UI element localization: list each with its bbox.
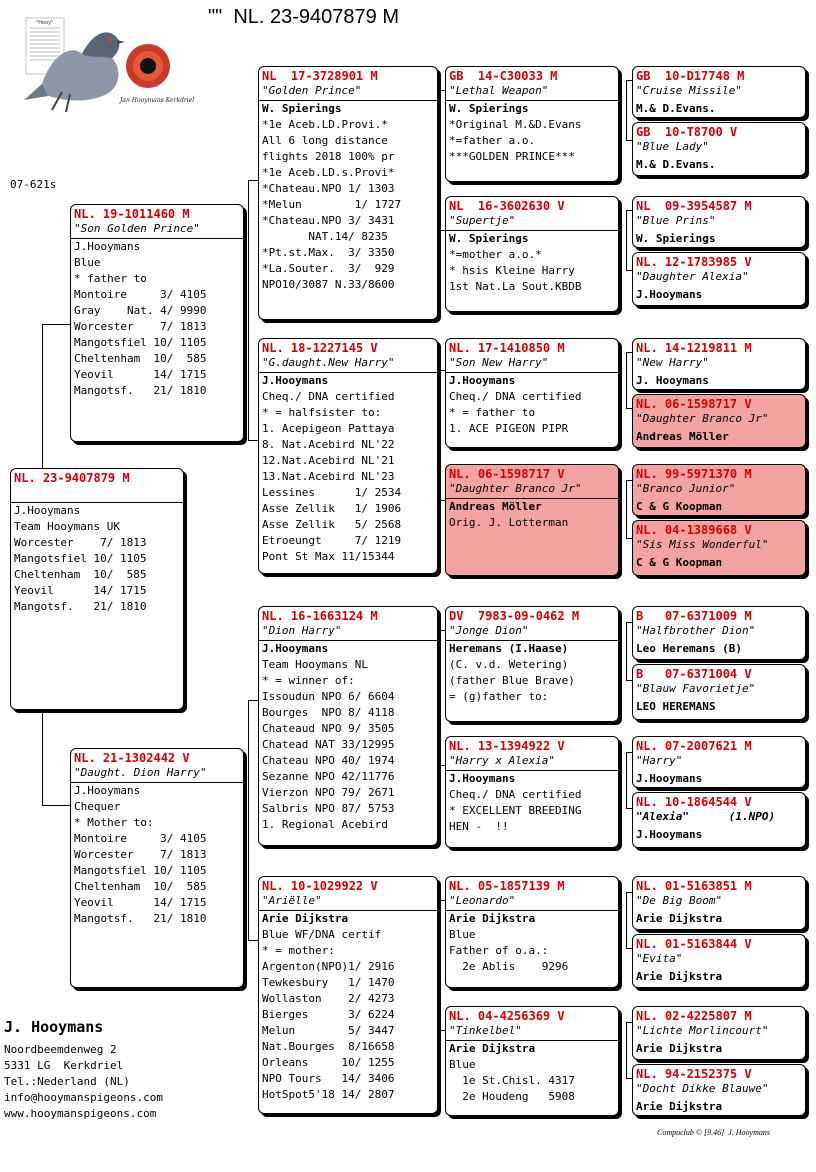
info-line: W. Spierings: [449, 102, 529, 115]
info-line: NAT.14/ 8235: [262, 230, 388, 243]
ring-number: NL 17-3728901 M: [262, 69, 378, 83]
info-line: Mangotsf. 21/ 1810: [74, 384, 207, 397]
info-line: 8. Nat.Acebird NL'22: [262, 438, 395, 451]
bird-name: "Supertje": [446, 213, 618, 231]
bird-name: "Blue Prins": [636, 214, 716, 227]
info-line: Argenton(NPO)1/ 2916: [262, 960, 395, 973]
info-line: Montoire 3/ 4105: [74, 288, 207, 301]
info-line: Blue WF/DNA certif: [262, 928, 382, 941]
owner-name: Leo Heremans (B): [636, 642, 742, 655]
owner-name: W. Spierings: [636, 232, 716, 245]
info-line: *1e Aceb.LD.Provi.*: [262, 118, 388, 131]
info-line: *1e Aceb.LD.s.Provi*: [262, 166, 395, 179]
info-line: Cheltenham 10/ 585: [14, 568, 147, 581]
bird-name: "Blue Lady": [636, 140, 709, 153]
info-line: W. Spierings: [449, 232, 529, 245]
info-line: Chateau NPO 40/ 1974: [262, 754, 395, 767]
info-line: *Melun 1/ 1727: [262, 198, 402, 211]
pigeon-logo-icon: [22, 14, 195, 120]
info-line: * = father to: [449, 406, 536, 419]
pedigree-card-g13[interactable]: [632, 876, 806, 930]
ring-number: GB 10-D17748 M: [636, 69, 745, 83]
owner-name: M.& D.Evans.: [636, 102, 716, 115]
info-line: 2e Ablis 9296: [449, 960, 569, 973]
info-line: ***GOLDEN PRINCE***: [449, 150, 575, 163]
info-line: 1. Regional Acebird: [262, 818, 388, 831]
info-line: Mangotsfiel 10/ 1105: [74, 336, 207, 349]
info-line: * father to: [74, 272, 147, 285]
ring-number: NL. 13-1394922 V: [449, 739, 565, 753]
ring-number: GB 10-T8700 V: [636, 125, 738, 139]
info-line: J.Hooymans: [262, 374, 329, 387]
info-line: NPO Tours 14/ 3406: [262, 1072, 395, 1085]
bird-name: "Blauw Favorietje": [636, 682, 756, 695]
footer-credit: Compuclub © [9.46] J. Hooymans: [657, 1128, 770, 1137]
ring-number: NL. 18-1227145 V: [262, 341, 378, 355]
info-line: Salbris NPO 87/ 5753: [262, 802, 395, 815]
info-line: Blue: [449, 1058, 476, 1071]
bird-name: "Harry": [636, 754, 683, 767]
bird-name: "Ariëlle": [259, 893, 437, 911]
info-line: Asse Zellik 5/ 2568: [262, 518, 402, 531]
info-line: Yeovil 14/ 1715: [74, 368, 207, 381]
bird-name: "Daught. Dion Harry": [71, 765, 243, 783]
bird-name: "Jonge Dion": [446, 623, 618, 641]
bird-name: "Harry x Alexia": [446, 753, 618, 771]
pedigree-card-g9[interactable]: [632, 606, 806, 660]
info-line: W. Spierings: [262, 102, 342, 115]
info-line: 1st Nat.La Sout.KBDB: [449, 280, 582, 293]
info-line: NPO10/3087 N.33/8600: [262, 278, 395, 291]
info-line: Nat.Bourges 8/16658: [262, 1040, 395, 1053]
owner-address-line: Noordbeemdenweg 2: [4, 1043, 117, 1056]
pedigree-card-sdd[interactable]: [445, 464, 619, 576]
ring-number: DV 7983-09-0462 M: [449, 609, 580, 623]
info-line: J.Hooymans: [262, 642, 329, 655]
pedigree-card-dam[interactable]: [70, 748, 244, 988]
side-note: 07-621s: [10, 178, 57, 191]
ring-number: NL. 10-1864544 V: [636, 795, 752, 809]
info-line: Tewkesbury 1/ 1470: [262, 976, 395, 989]
pedigree-card-g4[interactable]: [632, 252, 806, 306]
bird-name: "Leonardo": [446, 893, 618, 911]
pedigree-card-g16[interactable]: [632, 1064, 806, 1116]
pedigree-card-g3[interactable]: [632, 196, 806, 248]
bird-name: "Evita": [636, 952, 683, 965]
info-line: Montoire 3/ 4105: [74, 832, 207, 845]
info-line: Mangotsfiel 10/ 1105: [14, 552, 147, 565]
info-line: flights 2018 100% pr: [262, 150, 395, 163]
info-line: Andreas Möller: [449, 500, 542, 513]
info-line: Pont St Max 11/15344: [262, 550, 395, 563]
info-line: All 6 long distance: [262, 134, 388, 147]
info-line: Worcester 7/ 1813: [14, 536, 147, 549]
bird-name: "De Big Boom": [636, 894, 723, 907]
bird-name: "Son Golden Prince": [71, 221, 243, 239]
pedigree-card-sds[interactable]: [445, 338, 619, 448]
bird-name: "Lethal Weapon": [446, 83, 618, 101]
info-line: Issoudun NPO 6/ 6604: [262, 690, 395, 703]
owner-title: J. Hooymans: [4, 1018, 104, 1036]
ring-number: NL. 06-1598717 V: [449, 467, 565, 481]
owner-name: J.Hooymans: [636, 288, 703, 301]
ring-number: NL. 04-1389668 V: [636, 523, 752, 537]
info-line: * = winner of:: [262, 674, 355, 687]
info-line: Vierzon NPO 79/ 2671: [262, 786, 395, 799]
info-line: = (g)father to:: [449, 690, 549, 703]
ring-number: NL. 94-2152375 V: [636, 1067, 752, 1081]
info-line: Chequer: [74, 800, 121, 813]
ring-number: NL 09-3954587 M: [636, 199, 752, 213]
pedigree-card-g8[interactable]: [632, 520, 806, 576]
info-line: Mangotsf. 21/ 1810: [14, 600, 147, 613]
ring-number: NL. 14-1219811 M: [636, 341, 752, 355]
owner-name: Arie Dijkstra: [636, 912, 723, 925]
info-line: Etroeungt 7/ 1219: [262, 534, 402, 547]
info-line: Cheq./ DNA certified: [262, 390, 395, 403]
info-line: J.Hooymans: [74, 784, 141, 797]
info-line: Wollaston 2/ 4273: [262, 992, 395, 1005]
owner-website-link[interactable]: www.hooymanspigeons.com: [4, 1107, 157, 1120]
pedigree-card-sire[interactable]: [70, 204, 244, 442]
pedigree-card-g5[interactable]: [632, 338, 806, 390]
pedigree-card-ss[interactable]: [258, 66, 438, 320]
logo-caption: Jan Hooymans Kerkdriel: [120, 97, 195, 104]
bird-name: "Cruise Missile": [636, 84, 742, 97]
ring-number: B 07-6371009 M: [636, 609, 752, 623]
info-line: Asse Zellik 1/ 1906: [262, 502, 402, 515]
bird-name: "Docht Dikke Blauwe": [636, 1082, 769, 1095]
info-line: Sezanne NPO 42/11776: [262, 770, 395, 783]
info-line: J.Hooymans: [449, 374, 516, 387]
info-line: *=father a.o.: [449, 134, 536, 147]
owner-name: Andreas Möller: [636, 430, 729, 443]
info-line: Cheltenham 10/ 585: [74, 352, 207, 365]
owner-phone: Tel.:Nederland (NL): [4, 1075, 130, 1088]
info-line: Yeovil 14/ 1715: [14, 584, 147, 597]
owner-address-line: 5331 LG Kerkdriel: [4, 1059, 124, 1072]
info-line: *Chateau.NPO 1/ 1303: [262, 182, 395, 195]
ring-number: NL. 02-4225807 M: [636, 1009, 752, 1023]
info-line: *Chateau.NPO 3/ 3431: [262, 214, 395, 227]
ring-number: NL. 12-1783985 V: [636, 255, 752, 269]
info-line: Mangotsf. 21/ 1810: [74, 912, 207, 925]
pedigree-card-g14[interactable]: [632, 934, 806, 988]
info-line: Chatead NAT 33/12995: [262, 738, 395, 751]
info-line: *La.Souter. 3/ 929: [262, 262, 395, 275]
info-line: Bierges 3/ 6224: [262, 1008, 395, 1021]
bird-name: "Daughter Alexia": [636, 270, 749, 283]
info-line: HEN - !!: [449, 820, 509, 833]
ring-number: NL. 07-2007621 M: [636, 739, 752, 753]
info-line: J.Hooymans: [74, 240, 141, 253]
pedigree-card-dd[interactable]: [258, 876, 438, 1114]
owner-name: Arie Dijkstra: [636, 1042, 723, 1055]
ring-number: NL. 21-1302442 V: [74, 751, 190, 765]
pedigree-card-g1[interactable]: [632, 66, 806, 118]
pedigree-card-main[interactable]: [10, 468, 184, 710]
pedigree-card-g10[interactable]: [632, 664, 806, 720]
title-ring-number: NL. 23-9407879 M: [233, 6, 399, 28]
info-line: Arie Dijkstra: [449, 1042, 536, 1055]
bird-name: "Dion Harry": [259, 623, 437, 641]
pedigree-card-g2[interactable]: [632, 122, 806, 176]
info-line: Gray Nat. 4/ 9990: [74, 304, 207, 317]
info-line: Blue: [449, 928, 476, 941]
info-line: 1e St.Chisl. 4317: [449, 1074, 575, 1087]
owner-name: C & G Koopman: [636, 500, 723, 513]
ring-number: NL. 04-4256369 V: [449, 1009, 565, 1023]
info-line: Heremans (I.Haase): [449, 642, 569, 655]
ring-number: NL. 16-1663124 M: [262, 609, 378, 623]
info-line: Blue: [74, 256, 101, 269]
page-title: [208, 6, 399, 29]
info-line: (C. v.d. Wetering): [449, 658, 569, 671]
bird-name: "Daughter Branco Jr": [636, 412, 769, 425]
bird-name: [11, 485, 183, 503]
owner-name: J. Hooymans: [636, 374, 709, 387]
ring-number: NL. 01-5163851 M: [636, 879, 752, 893]
pedigree-card-ddd[interactable]: [445, 1006, 619, 1116]
info-line: Arie Dijkstra: [262, 912, 349, 925]
ring-number: NL. 19-1011460 M: [74, 207, 190, 221]
owner-name: Arie Dijkstra: [636, 970, 723, 983]
ring-number: NL. 05-1857139 M: [449, 879, 565, 893]
pedigree-card-sss[interactable]: [445, 66, 619, 182]
owner-name: LEO HEREMANS: [636, 700, 716, 713]
bird-name: "Daughter Branco Jr": [446, 481, 618, 499]
owner-name: J.Hooymans: [636, 828, 703, 841]
bird-name: "New Harry": [636, 356, 709, 369]
ring-number: NL. 17-1410850 M: [449, 341, 565, 355]
info-line: Worcester 7/ 1813: [74, 320, 207, 333]
info-line: * = halfsister to:: [262, 406, 382, 419]
owner-name: J.Hooymans: [636, 772, 703, 785]
logo-card-text: "Hooy": [36, 20, 54, 26]
pedigree-card-g6[interactable]: [632, 394, 806, 448]
ring-number: NL. 23-9407879 M: [14, 471, 130, 485]
info-line: Orleans 10/ 1255: [262, 1056, 395, 1069]
info-line: Father of o.a.:: [449, 944, 549, 957]
bird-name: "Halfbrother Dion": [636, 624, 756, 637]
info-line: Mangotsfiel 10/ 1105: [74, 864, 207, 877]
info-line: Chateaud NPO 9/ 3505: [262, 722, 395, 735]
info-line: Cheq./ DNA certified: [449, 390, 582, 403]
ring-number: B 07-6371004 V: [636, 667, 752, 681]
owner-name: M.& D.Evans.: [636, 158, 716, 171]
info-line: (father Blue Brave): [449, 674, 575, 687]
info-line: Team Hooymans UK: [14, 520, 120, 533]
info-line: *Original M.&D.Evans: [449, 118, 582, 131]
bird-name: "Alexia" (1.NPO): [636, 810, 776, 823]
info-line: Orig. J. Lotterman: [449, 516, 569, 529]
bird-name: "Tinkelbel": [446, 1023, 618, 1041]
ring-number: NL. 06-1598717 V: [636, 397, 752, 411]
bird-name: "Son New Harry": [446, 355, 618, 373]
info-line: Cheq./ DNA certified: [449, 788, 582, 801]
bird-name: "Golden Prince": [259, 83, 437, 101]
pedigree-card-ds[interactable]: [258, 606, 438, 846]
owner-name: Arie Dijkstra: [636, 1100, 723, 1113]
pedigree-card-sd[interactable]: [258, 338, 438, 574]
pedigree-card-ssd[interactable]: [445, 196, 619, 312]
info-line: * hsis Kleine Harry: [449, 264, 575, 277]
info-line: Arie Dijkstra: [449, 912, 536, 925]
bird-name: "G.daught.New Harry": [259, 355, 437, 373]
info-line: 1. Acepigeon Pattaya: [262, 422, 395, 435]
ring-number: GB 14-C30033 M: [449, 69, 558, 83]
title-prefix: "": [208, 6, 223, 28]
info-line: Bourges NPO 8/ 4118: [262, 706, 395, 719]
pedigree-card-dsd[interactable]: [445, 736, 619, 848]
info-line: Lessines 1/ 2534: [262, 486, 402, 499]
info-line: Worcester 7/ 1813: [74, 848, 207, 861]
info-line: J.Hooymans: [14, 504, 81, 517]
info-line: J.Hooymans: [449, 772, 516, 785]
ring-number: NL. 01-5163844 V: [636, 937, 752, 951]
pedigree-card-dds[interactable]: [445, 876, 619, 988]
info-line: * EXCELLENT BREEDING: [449, 804, 582, 817]
owner-email-link[interactable]: info@hooymanspigeons.com: [4, 1091, 163, 1104]
pedigree-card-dss[interactable]: [445, 606, 619, 722]
info-line: * Mother to:: [74, 816, 154, 829]
info-line: HotSpot5'18 14/ 2807: [262, 1088, 395, 1101]
info-line: Yeovil 14/ 1715: [74, 896, 207, 909]
info-line: Cheltenham 10/ 585: [74, 880, 207, 893]
info-line: 1. ACE PIGEON PIPR: [449, 422, 569, 435]
ring-number: NL 16-3602630 V: [449, 199, 565, 213]
info-line: *=mother a.o.*: [449, 248, 542, 261]
bird-name: "Lichte Morlincourt": [636, 1024, 769, 1037]
pedigree-card-g7[interactable]: [632, 464, 806, 516]
info-line: 13.Nat.Acebird NL'23: [262, 470, 395, 483]
owner-name: C & G Koopman: [636, 556, 723, 569]
ring-number: NL. 10-1029922 V: [262, 879, 378, 893]
info-line: *Pt.st.Max. 3/ 3350: [262, 246, 395, 259]
info-line: Melun 5/ 3447: [262, 1024, 395, 1037]
pedigree-card-g12[interactable]: [632, 792, 806, 848]
info-line: 12.Nat.Acebird NL'21: [262, 454, 395, 467]
info-line: 2e Houdeng 5908: [449, 1090, 575, 1103]
ring-number: NL. 99-5971370 M: [636, 467, 752, 481]
info-line: Team Hooymans NL: [262, 658, 368, 671]
pedigree-card-g11[interactable]: [632, 736, 806, 788]
bird-name: "Branco Junior": [636, 482, 736, 495]
bird-name: "Sis Miss Wonderful": [636, 538, 769, 551]
info-line: * = mother:: [262, 944, 335, 957]
pedigree-card-g15[interactable]: [632, 1006, 806, 1060]
